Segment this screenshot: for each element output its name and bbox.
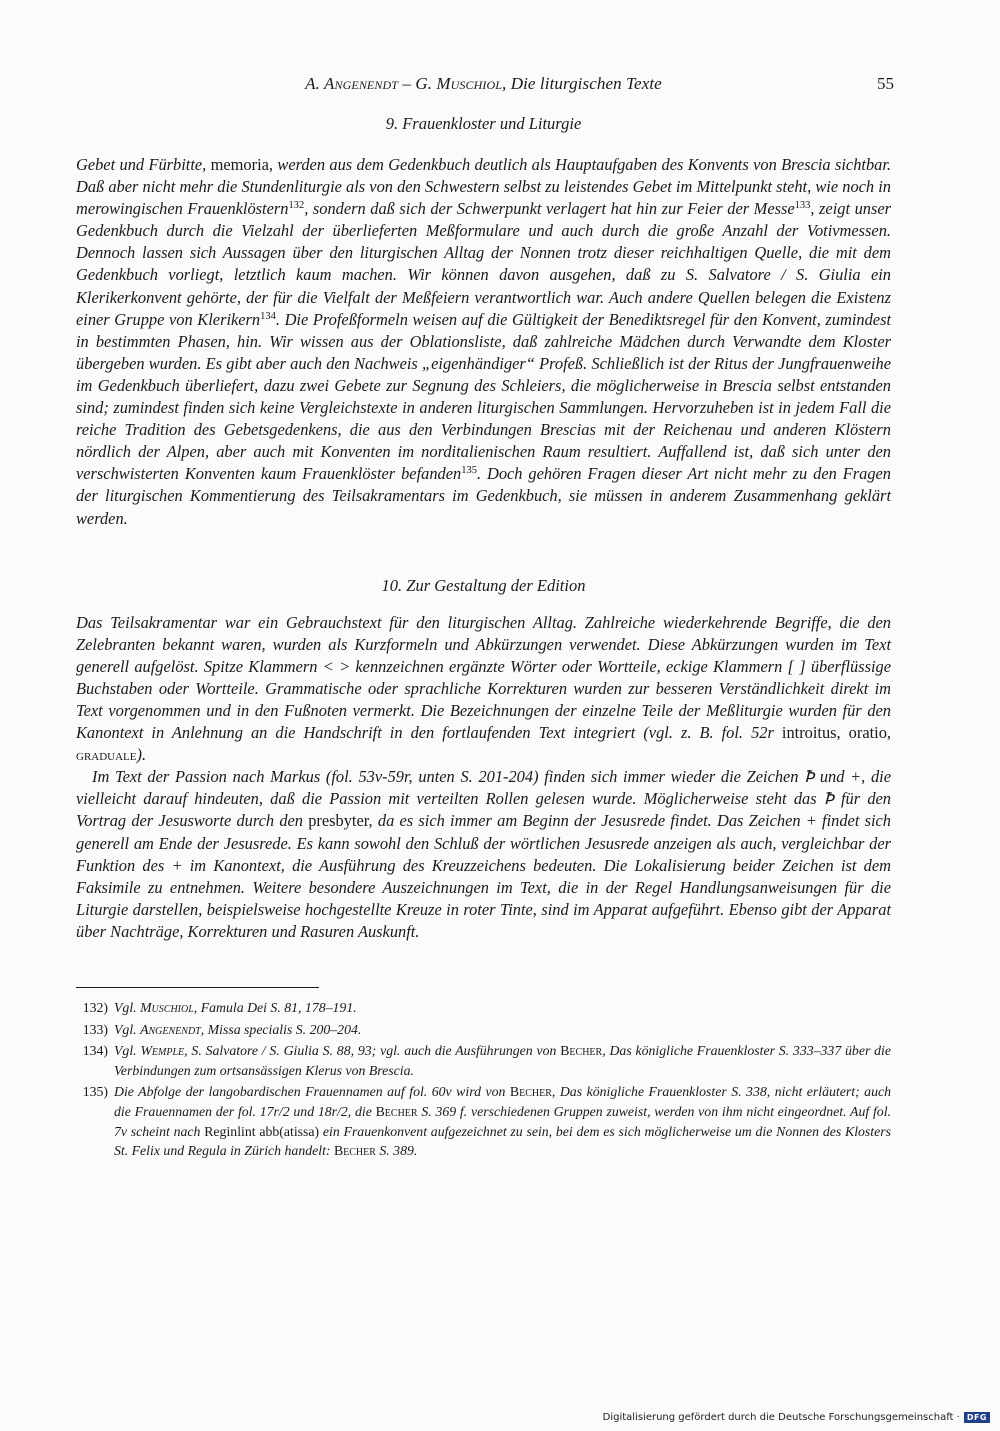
footnote-132 <box>76 998 891 1018</box>
section-10-paragraph-2 <box>76 766 891 943</box>
text-run: , zeigt unser Gedenkbuch durch die Vielzahl der überlieferten Meßformulare und auch durch die große Anzahl der Votivmessen. Dennoch lassen sich Aussagen über den liturgischen Alltag der Nonnen trotz dieser reichhaltigen Quelle, die mit dem Gedenkbuch vorliegt, letztlich kaum machen. Wir können davon ausgehen, daß zu S. Salvatore / S. Giulia ein Klerikerkonvent gehörte, der für die Vielfalt der Meßfeiern verantwortlich war. Auch andere Quellen belegen die Existenz einer Gruppe von Klerikern <box>76 199 891 329</box>
footnote-ref-135: 135 <box>461 465 477 477</box>
text-run: werden aus dem Gedenkbuch deutlich als Hauptaufgaben des Konvents von Brescia sichtbar. Daß aber nicht mehr die Stundenliturgie als von den Schwestern selbst zu leistendes Gebet im Mittelpunkt steht, wie noch in merowingischen Frauenklöstern <box>76 155 891 219</box>
footnote-text <box>114 1020 891 1040</box>
sponsor-text: Digitalisierung gefördert durch die Deutsche Forschungsgemeinschaft · <box>602 1412 960 1423</box>
footnote-text <box>114 1041 891 1080</box>
footnote-text <box>114 998 891 1018</box>
author-name: Becher <box>509 1084 552 1100</box>
text-run: Im Text der Passion nach Markus (fol. 53v-59r, unten S. 201-204) finden sich immer wieder die Zeichen Ꝥ und +, die vielleicht darauf hindeuten, daß die Passion mit verteilten Rollen gelesen wurde. Möglicherweise steht das Ꝥ für den Vortrag der Jesusworte durch den <box>76 767 891 831</box>
footnote-text <box>114 1082 891 1160</box>
section-9-paragraph <box>76 154 891 530</box>
author-2: G. Muschiol <box>415 74 503 93</box>
text-run: Vgl. <box>114 1021 141 1037</box>
text-run: , Das königliche Frauenkloster S. 333–337 über die Verbindungen zum ortsansässigen Klerus von Brescia. <box>114 1043 891 1078</box>
section-10-heading: 10. Zur Gestaltung der Edition <box>381 575 586 595</box>
running-title: , Die liturgischen Texte <box>502 74 662 93</box>
footnote-number: 134) <box>82 1043 108 1059</box>
section-9-heading: 9. Frauenkloster und Liturgie <box>385 114 582 133</box>
text-run: S. 389. <box>375 1143 418 1159</box>
text-run: Das Teilsakramentar war ein Gebrauchstext für den liturgischen Alltag. Zahlreiche wiederkehrende Begriffe, die den Zelebranten bekannt waren, wurden als Kurzformeln und Abkürzungen verwendet. Diese Abkürzungen wurden im Text generell aufgelöst. Spitze Klammern < > kennzeichnen ergänzte Wörter oder Wortteile, eckige Klammern [ ] überflüssige Buchstaben oder Wortteile. Grammatische oder sprachliche Korrekturen wurden zur besseren Verständlichkeit direkt im Text vorgenommen und in den Fußnoten vermerkt. Die Bezeichnungen der einzelne Teile der Meßliturgie wurden für den Kanontext in Anlehnung an die Handschrift in den fortlaufenden Text integriert (vgl. z. B. fol. 52r <box>76 612 891 743</box>
section-10-paragraph-1 <box>76 612 891 767</box>
footnote-number: 135) <box>82 1084 108 1100</box>
upright-term: memoria, <box>210 155 274 174</box>
footnote-134 <box>76 1041 891 1080</box>
page-number: 55 <box>877 74 894 93</box>
footnotes <box>76 998 891 1161</box>
footnote-number: 132) <box>82 1000 108 1015</box>
page <box>76 70 894 1161</box>
footnote-ref-133: 133 <box>794 200 811 212</box>
separator: – <box>398 74 416 93</box>
text-run: , Missa specialis S. 200–204. <box>200 1021 362 1037</box>
text-run: Die Abfolge der langobardischen Frauennamen auf fol. 60v wird von <box>114 1084 510 1100</box>
upright-term: introitus, oratio, <box>781 723 891 743</box>
author-name: Muschiol <box>140 1000 194 1015</box>
text-run: . Doch gehören Fragen dieser Art nicht mehr zu den Fragen der liturgischen Kommentierung des Teilsakramentars im Gedenkbuch, sie müssen in anderem Zusammenhang geklärt werden. <box>76 464 891 528</box>
author-1: A. Angenendt <box>305 74 398 93</box>
author-name: Becher <box>333 1143 376 1159</box>
author-name: Wemple <box>140 1043 185 1059</box>
running-head <box>76 70 894 98</box>
footnote-133 <box>76 1020 891 1040</box>
text-run: , Das königliche Frauenkloster S. 338, nicht erläutert; auch die Frauennamen der fol. 17r/2 und 18r/2, die <box>114 1084 891 1119</box>
footnote-ref-132: 132 <box>288 200 305 212</box>
footnote-ref-134: 134 <box>260 310 276 322</box>
text-run: ein Frauenkonvent aufgezeichnet zu sein, bei dem es sich möglicherweise um die Nonnen des Klosters St. Felix und Regula in Zürich handelt: <box>114 1123 891 1159</box>
author-name: Becher <box>560 1043 603 1059</box>
footnote-rule <box>76 987 319 988</box>
text-run: Gebet und Fürbitte, <box>76 155 211 174</box>
footnote-135 <box>76 1082 891 1160</box>
text-run: , sondern daß sich der Schwerpunkt verlagert hat hin zur Feier der Messe <box>304 199 795 219</box>
text-run: ). <box>136 745 147 765</box>
dfg-logo: DFG <box>964 1412 990 1423</box>
text-run: Vgl. <box>114 1000 141 1015</box>
text-run: , Famula Dei S. 81, 178–191. <box>193 1000 357 1015</box>
text-run: , S. Salvatore / S. Giulia S. 88, 93; vgl. auch die Ausführungen von <box>184 1043 561 1059</box>
text-run: Vgl. <box>114 1043 141 1059</box>
upright-term: Reginlint abb(atissa) <box>204 1123 320 1139</box>
text-run: da es sich immer am Beginn der Jesusrede findet. Das Zeichen + findet sich generell am Ende der Jesusrede. Es kann sowohl den Schluß der wörtlichen Jesusrede anzeigen als auch, vergleichbar der Funktion des + im Kanontext, die Ausführung des Kreuzzeichens bedeuten. Die Lokalisierung beider Zeichen ist dem Faksimile zu entnehmen. Weitere besondere Auszeichnungen im Text, die in der Regel Handlungsanweisungen für die Liturgie darstellen, beispielsweise hochgestellte Kreuze in roter Tinte, sind im Apparat aufgeführt. Ebenso gibt der Apparat über Nachträge, Korrekturen und Rasuren Auskunft. <box>76 811 892 941</box>
author-name: Angenendt <box>140 1021 201 1037</box>
sponsor-credit <box>603 1412 990 1423</box>
upright-term: presbyter, <box>308 811 373 831</box>
smallcaps-term: graduale <box>76 745 137 765</box>
running-head-title <box>76 74 891 94</box>
text-run: S. 369 f. verschiedenen Gruppen zuweist, werden von ihm nicht eingeordnet. Auf fol. 7v scheint nach <box>114 1103 891 1139</box>
author-name: Becher <box>375 1103 418 1119</box>
text-run: . Die Profeßformeln weisen auf die Gültigkeit der Benediktsregel für den Konvent, zumindest in bestimmten Phasen, hin. Wir wissen aus der Oblationsliste, daß zahlreiche Mädchen durch Verwandte dem Kloster übergeben wurden. Es gibt aber auch den Nachweis „eigenhändiger“ Profeß. Schließlich ist der Ritus der Jungfrauenweihe im Gedenkbuch überliefert, dazu zwei Gebete zur Segnung des Schleiers, die möglicherweise in Brescia selbst entstanden sind; zumindest finden sich keine Vergleichstexte in anderen liturgischen Sammlungen. Hervorzuheben ist in jedem Fall die reiche Tradition des Gebetsgedenkens, die aus den Verbindungen Brescias mit der Reichenau und anderen Klöstern nördlich der Alpen, aber auch mit Konventen im norditalienischen Raum resultiert. Auffallend ist, daß sich unter den verschwisterten Konventen kaum Frauenklöster befanden <box>76 309 891 484</box>
footnote-number: 133) <box>82 1021 108 1037</box>
